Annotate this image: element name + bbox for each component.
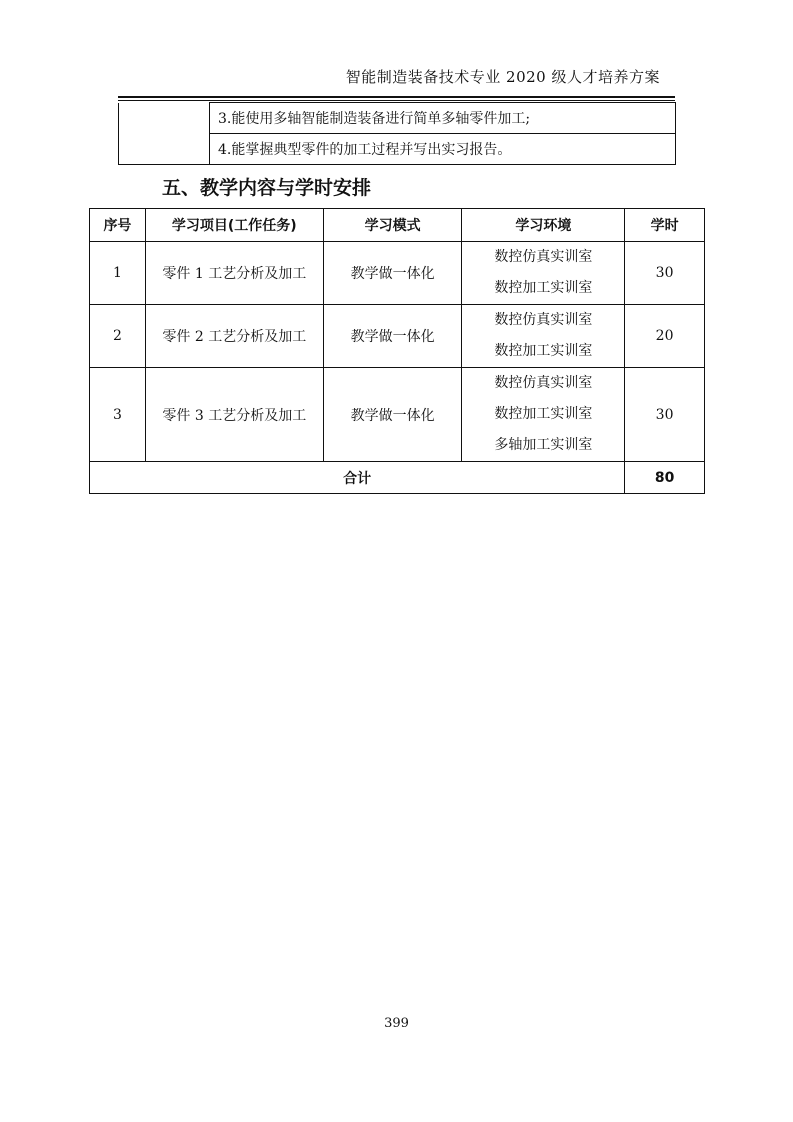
- environment-item: 数控仿真实训室: [494, 312, 593, 328]
- row-index: 1: [90, 242, 146, 305]
- page-number: 399: [384, 1016, 409, 1031]
- header-rule-thin: [118, 100, 675, 101]
- table-row: [90, 242, 705, 305]
- column-header-mode: 学习模式: [323, 209, 462, 242]
- environment-item: 数控加工实训室: [494, 280, 593, 296]
- environment-item: 多轴加工实训室: [494, 437, 593, 453]
- table-row: [90, 368, 705, 462]
- row-project: 零件 2 工艺分析及加工: [145, 305, 323, 368]
- row-index: 2: [90, 305, 146, 368]
- row-mode: 教学做一体化: [323, 368, 462, 462]
- row-mode: 教学做一体化: [323, 242, 462, 305]
- row-environment: [462, 368, 625, 462]
- environment-item: 数控仿真实训室: [494, 249, 593, 265]
- column-header-hours: 学时: [625, 209, 705, 242]
- objective-item: 3.能使用多轴智能制造装备进行简单多轴零件加工;: [210, 103, 676, 134]
- blank-cell: [119, 103, 210, 165]
- header-rule: [118, 96, 675, 98]
- environment-item: 数控仿真实训室: [494, 375, 593, 391]
- column-header-environment: 学习环境: [462, 209, 625, 242]
- row-hours: 20: [625, 305, 705, 368]
- environment-item: 数控加工实训室: [494, 343, 593, 359]
- table-row: [90, 305, 705, 368]
- schedule-table: [89, 208, 705, 494]
- page-header-title: 智能制造装备技术专业 2020 级人才培养方案: [345, 68, 660, 86]
- column-header-project: 学习项目(工作任务): [145, 209, 323, 242]
- table-header-row: [90, 209, 705, 242]
- table-row: [119, 103, 676, 134]
- total-label: 合计: [90, 462, 625, 494]
- total-hours: 80: [625, 462, 705, 494]
- row-environment: [462, 305, 625, 368]
- total-row: [90, 462, 705, 494]
- objective-item: 4.能掌握典型零件的加工过程并写出实习报告。: [210, 134, 676, 165]
- section-heading: 五、教学内容与学时安排: [162, 177, 372, 199]
- row-mode: 教学做一体化: [323, 305, 462, 368]
- continued-objectives-table: [118, 102, 676, 165]
- row-project: 零件 3 工艺分析及加工: [145, 368, 323, 462]
- row-hours: 30: [625, 242, 705, 305]
- environment-item: 数控加工实训室: [494, 406, 593, 422]
- row-environment: [462, 242, 625, 305]
- row-index: 3: [90, 368, 146, 462]
- row-project: 零件 1 工艺分析及加工: [145, 242, 323, 305]
- row-hours: 30: [625, 368, 705, 462]
- column-header-index: 序号: [90, 209, 146, 242]
